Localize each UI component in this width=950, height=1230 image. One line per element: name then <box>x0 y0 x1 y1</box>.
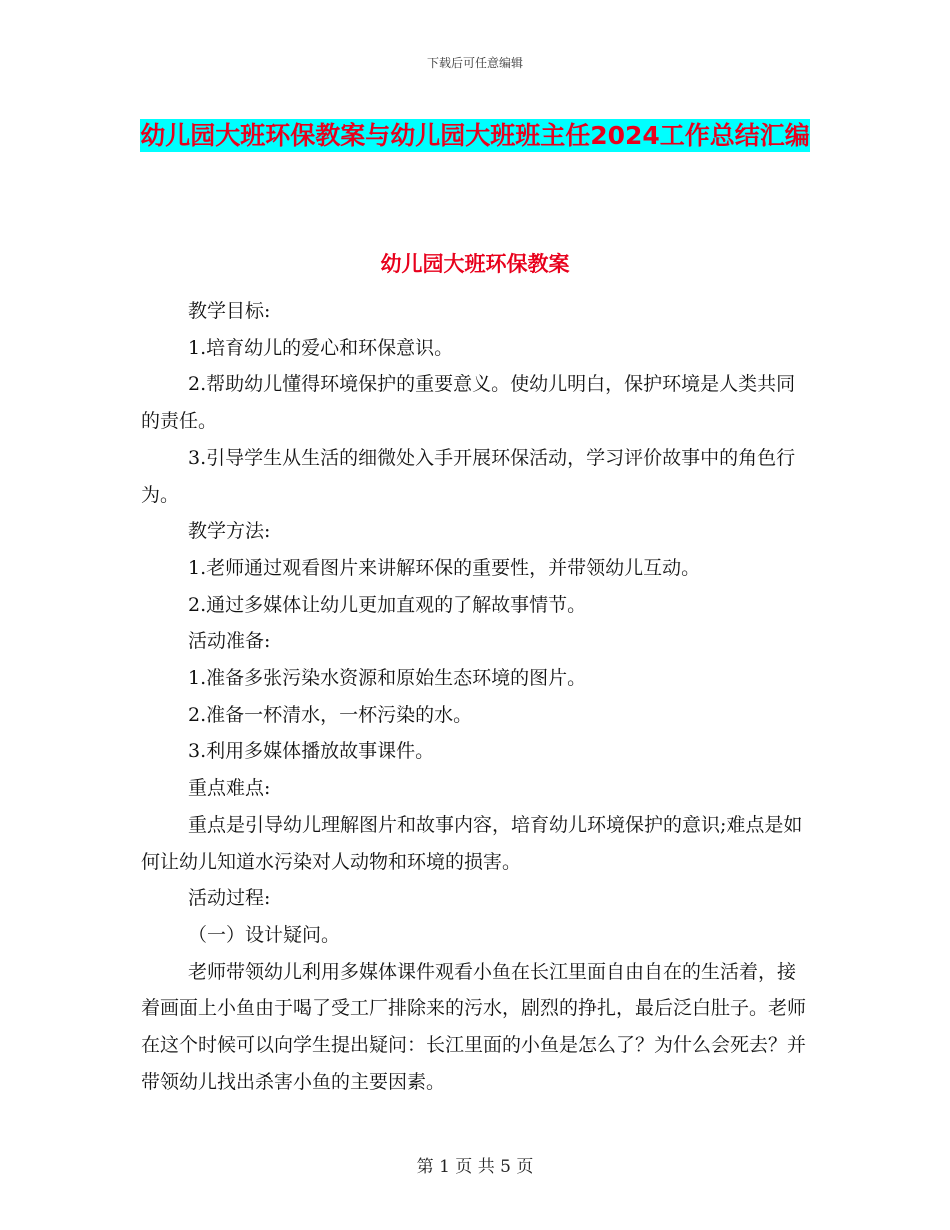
document-title-text: 幼儿园大班环保教案与幼儿园大班班主任2024工作总结汇编 <box>140 121 810 150</box>
paragraph: 活动准备: <box>188 630 271 653</box>
paragraph: 1.培育幼儿的爱心和环保意识。 <box>188 336 454 359</box>
paragraph: 教学目标: <box>188 300 271 322</box>
paragraph: 1.准备多张污染水资源和原始生态环境的图片。 <box>188 667 587 690</box>
paragraph: 2.通过多媒体让幼儿更加直观的了解故事情节。 <box>188 593 587 616</box>
paragraph: 1.老师通过观看图片来讲解环保的重要性，并带领幼儿互动。 <box>188 556 701 579</box>
paragraph: 重点难点: <box>188 777 271 800</box>
paragraph: 3.利用多媒体播放故事课件。 <box>188 740 435 763</box>
paragraph: （一）设计疑问。 <box>188 923 341 946</box>
page-header-note: 下载后可任意编辑 <box>426 56 523 70</box>
page-number: 第 1 页 共 5 页 <box>416 1157 534 1177</box>
document-title <box>140 110 810 162</box>
document-body <box>141 293 806 1100</box>
paragraph: 3.引导学生从生活的细微处入手开展环保活动，学习评价故事中的角色行为。 <box>141 446 796 506</box>
section-title: 幼儿园大班环保教案 <box>380 252 570 276</box>
paragraph: 2.帮助幼儿懂得环境保护的重要意义。使幼儿明白，保护环境是人类共同的责任。 <box>141 373 796 433</box>
paragraph: 重点是引导幼儿理解图片和故事内容，培育幼儿环境保护的意识;难点是如何让幼儿知道水污染对人动物和环境的损害。 <box>141 813 803 873</box>
paragraph: 活动过程: <box>188 887 271 910</box>
paragraph: 老师带领幼儿利用多媒体课件观看小鱼在长江里面自由自在的生活着，接着画面上小鱼由于喝了受工厂排除来的污水，剧烈的挣扎，最后泛白肚子。老师在这个时候可以向学生提出疑问：长江里面的小鱼是怎么了？为什么会死去？并带领幼儿找出杀害小鱼的主要因素。 <box>141 960 807 1093</box>
paragraph: 教学方法: <box>188 520 271 543</box>
paragraph: 2.准备一杯清水，一杯污染的水。 <box>188 703 473 726</box>
